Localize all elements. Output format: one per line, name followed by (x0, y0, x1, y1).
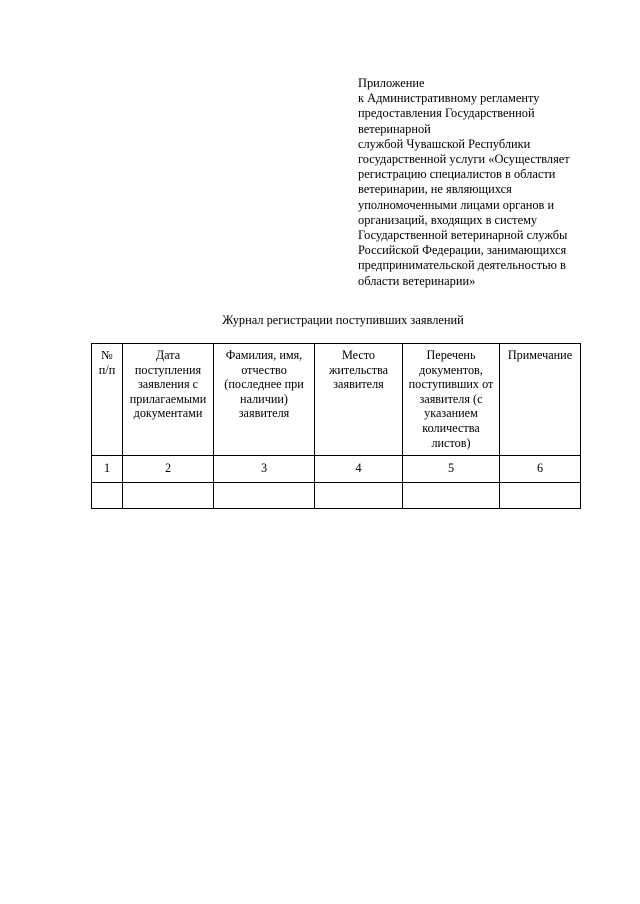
column-number-cell: 5 (403, 456, 500, 483)
appendix-line: государственной услуги «Осуществляет (358, 152, 570, 167)
empty-cell (123, 483, 214, 509)
appendix-line: области ветеринарии» (358, 273, 476, 288)
column-number-cell: 4 (315, 456, 403, 483)
appendix-line: предпринимательской деятельностью в (358, 258, 566, 273)
registration-journal-table (91, 343, 581, 509)
appendix-line: организаций, входящих в систему (358, 212, 538, 227)
table-header-row (92, 344, 581, 456)
header-cell-note: Примечание (500, 344, 581, 456)
appendix-line: Государственной ветеринарной службы (358, 228, 568, 243)
empty-cell (500, 483, 581, 509)
appendix-line: ветеринарной (358, 121, 431, 136)
header-cell-date: Дата поступления заявления с прилагаемыми документами (123, 344, 214, 456)
appendix-line: Приложение (358, 76, 425, 90)
column-number-cell: 6 (500, 456, 581, 483)
empty-cell (403, 483, 500, 509)
empty-cell (214, 483, 315, 509)
column-number-cell: 1 (92, 456, 123, 483)
appendix-line: регистрацию специалистов в области (358, 167, 556, 182)
column-number-cell: 2 (123, 456, 214, 483)
appendix-line: службой Чувашской Республики (358, 136, 531, 151)
appendix-line: к Административному регламенту (358, 91, 540, 106)
column-number-row (92, 456, 581, 483)
header-cell-applicant-name: Фамилия, имя, отчество (последнее при наличии) заявителя (214, 344, 315, 456)
appendix-line: предоставления Государственной (358, 106, 535, 121)
empty-cell (315, 483, 403, 509)
appendix-line: ветеринарии, не являющихся (358, 182, 512, 197)
empty-cell (92, 483, 123, 509)
appendix-header (358, 76, 598, 289)
header-cell-number: № п/п (92, 344, 123, 456)
journal-title: Журнал регистрации поступивших заявлений (222, 313, 464, 327)
appendix-line: Российской Федерации, занимающихся (358, 243, 567, 258)
header-cell-documents-list: Перечень документов, поступивших от заявителя (с указанием количества листов) (403, 344, 500, 456)
empty-entry-row (92, 483, 581, 509)
appendix-line: уполномоченными лицами органов и (358, 197, 555, 212)
header-cell-residence: Место жительства заявителя (315, 344, 403, 456)
column-number-cell: 3 (214, 456, 315, 483)
